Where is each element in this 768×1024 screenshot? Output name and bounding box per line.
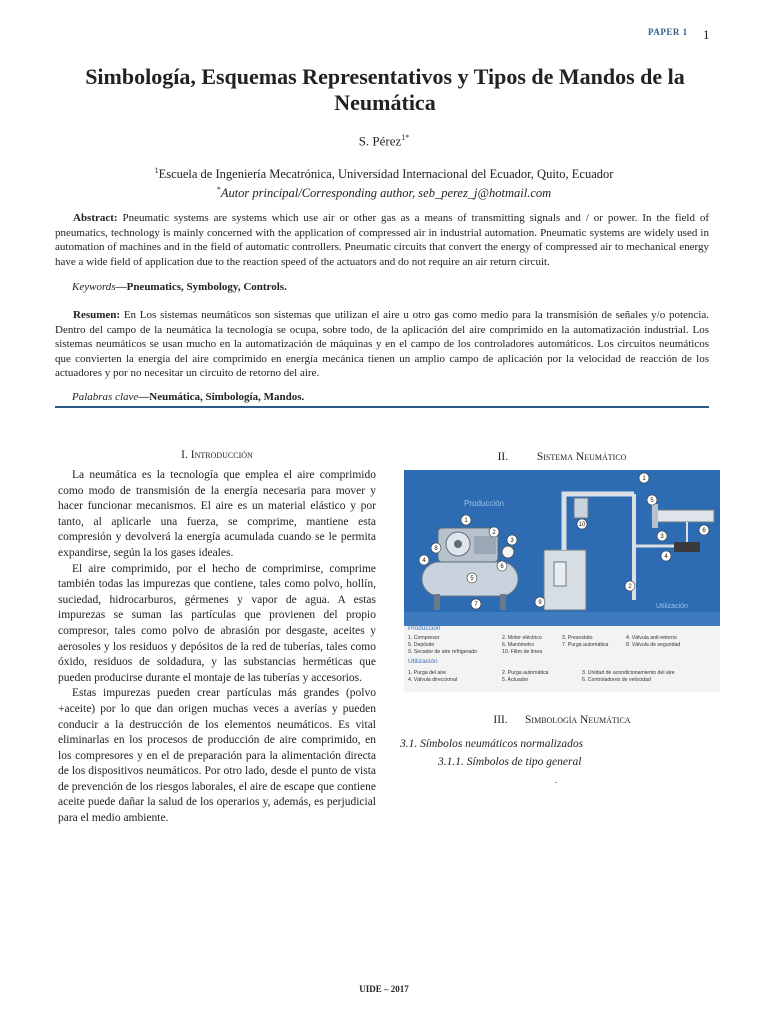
author-line	[0, 133, 768, 149]
svg-text:3: 3	[510, 538, 514, 544]
actuator	[652, 510, 714, 522]
svg-text:2: 2	[492, 530, 496, 536]
section-2-heading: II. Sistema Neumático	[497, 451, 627, 463]
svg-text:2: 2	[628, 584, 632, 590]
legend-item: 7. Purga automática	[562, 642, 609, 648]
legend-item: 2. Purga automática	[502, 670, 549, 676]
legend-item: 6. Controladores de velocidad	[582, 677, 651, 683]
paper-title: Simbología, Esquemas Representativos y Tipos de Mandos de la Neumática	[85, 64, 685, 115]
affiliation-line-1: $^1$Escuela de Ingeniería Mecatrónica, Universidad Internacional del Ecuador, Quito, Ecuador	[154, 166, 614, 182]
legend-item: 3. Unidad de acondicionamiento del aire	[582, 670, 675, 676]
header-divider	[55, 406, 709, 408]
paragraph: Estas impurezas pueden crear partículas más grandes (polvo +aceite) por lo que dan origen muchas veces a averías y pueden conducir a la destrucción de los elementos neumáticos. Es vital eliminarlas en los procesos de producción de aire comprimido, en los compresores y en el de preparación para la alimentación directa de los dispositivos neumáticos. Por otro lado, desde el punto de vista de prevención de los riesgos laborales, el aire de escape que contiene aceite puede dañar la salud de los operarios y, además, es perjudicial para el medio ambiente.	[58, 687, 376, 825]
pneumatic-system-illustration	[404, 470, 720, 626]
resumen-text: En Los sistemas neumáticos son sistemas que utilizan el aire u otro gas como medio para la transmisión de señales y/o potencia. Dentro del campo de la neumática la tecnología se ocupa, sobre todo, de la aplicación del aire comprimido en la automatización industrial. Los sistemas neumáticos se usan mucho en la automatización de máquinas y en el campo de los controladores automáticos. Los circuitos neumáticos que convierten la energía del aire comprimido en energía mecánica tienen un amplio campo de aplicación por la velocidad de reacción de los actuadores y por no necesitar un circuito de retorno del aire.	[55, 309, 709, 379]
svg-text:4: 4	[422, 558, 426, 564]
svg-text:5: 5	[650, 498, 654, 504]
section-1-body	[58, 468, 376, 827]
figure-label-produccion: Producción	[464, 499, 505, 508]
legend-item: 4. Válvula anti-retorno	[626, 635, 677, 641]
legend-item: 1. Purga del aire	[408, 670, 447, 676]
legend-item: 1. Compresor	[408, 635, 440, 641]
abstract-text: Pneumatic systems are systems which use air or other gas as a means of transmitting signals and / or power. In the field of pneumatics, technology is mainly concerned with the application of compressed air in industrial automation. Pneumatic systems are widely used in automation of machines and in the field of automatic controllers. Pneumatic circuits that convert the energy of compressed air to mechanical energy have a wide field of application due to the reaction speed of the actuators and do not require an air return circuit.	[55, 212, 710, 268]
section-3-heading: III. Simbología Neumática	[493, 714, 631, 726]
legend-produccion-title: Producción	[408, 625, 441, 632]
paragraph: El aire comprimido, por el hecho de comprimirse, comprime también todas las impurezas que contiene, tales como polvo, hollín, suciedad, hidrocarburos, gérmenes y vapor de agua. A estas impurezas se suman las partículas que provienen del propio compresor, tales como polvo de abrasión por desgaste, aceites y aerosoles y los residuos y depósitos de la red de tuberías, tales como óxido, residuos de soldadura, y las substancias herméticas que pueden producirse durante el montaje de las tuberías y accesorios.	[58, 562, 376, 684]
svg-text:9: 9	[538, 600, 542, 606]
legend-item: 2. Motor eléctrico	[502, 635, 542, 641]
svg-text:6: 6	[702, 528, 706, 534]
section-1-heading: I. Introducción	[181, 449, 253, 461]
svg-text:3: 3	[660, 534, 664, 540]
legend-item: 6. Manómetro	[502, 642, 535, 648]
palabras-clave: Palabras clave—Neumática, Simbología, Mandos.	[72, 391, 305, 403]
legend-item: 9. Secador de aire refrigerado	[408, 649, 477, 655]
tank-leg	[500, 594, 506, 610]
svg-text:7: 7	[474, 602, 478, 608]
affiliation-line-2: *Autor principal/Corresponding author, seb_perez_j@hotmail.com	[216, 185, 552, 201]
tank-leg	[434, 594, 440, 610]
svg-text:5: 5	[470, 576, 474, 582]
author-name: S. Pérez	[358, 133, 402, 149]
svg-text:8: 8	[434, 546, 438, 552]
motor	[474, 536, 496, 554]
legend-item: 5. Actuador	[502, 677, 529, 683]
legend-item: 3. Presostato	[562, 635, 593, 641]
legend-item: 4. Válvula direccional	[408, 677, 458, 683]
page-footer: UIDE – 2017	[359, 984, 409, 994]
abstract-label: Abstract:	[73, 212, 118, 224]
legend-item: 10. Filtro de línea	[502, 649, 543, 655]
svg-text:1: 1	[464, 518, 468, 524]
legend-item: 5. Depósito	[408, 642, 435, 648]
paragraph: La neumática es la tecnología que emplea el aire comprimido como modo de transmisión de la energía necesaria para mover y hacer funcionar mecanismos. El aire es un material elástico y por tanto, al aplicarle una fuerza, se comprime, mantiene esta compresión y devolverá la energía acumulada cuando se le permita expandirse, según la los gases ideales.	[58, 469, 376, 559]
page-number: 1	[703, 27, 710, 42]
affiliation	[0, 163, 768, 201]
subsection-3-1: 3.1. Símbolos neumáticos normalizados	[400, 738, 584, 750]
gauge	[502, 546, 514, 558]
header-paper-label: PAPER 1	[648, 27, 688, 37]
svg-text:10: 10	[578, 522, 586, 528]
pneumatic-system-figure	[404, 470, 720, 626]
svg-text:4: 4	[664, 554, 668, 560]
legend-utilizacion-title: Utilización	[408, 658, 438, 665]
resumen-label: Resumen:	[73, 309, 121, 321]
svg-text:6: 6	[500, 564, 504, 570]
resumen	[55, 308, 709, 381]
legend-item: 8. Válvula de seguridad	[626, 642, 681, 648]
figure-label-utilizacion: Utilización	[656, 603, 688, 610]
keywords: Keywords—Pneumatics, Symbology, Controls.	[72, 281, 287, 293]
abstract	[55, 211, 709, 269]
svg-text:1: 1	[642, 476, 646, 482]
author-marks: 1*	[401, 133, 410, 142]
figure-legend	[404, 626, 720, 692]
stray-dot: .	[555, 775, 558, 785]
valve	[674, 542, 700, 552]
line-filter	[574, 498, 588, 518]
subsection-3-1-1: 3.1.1. Símbolos de tipo general	[438, 756, 582, 768]
